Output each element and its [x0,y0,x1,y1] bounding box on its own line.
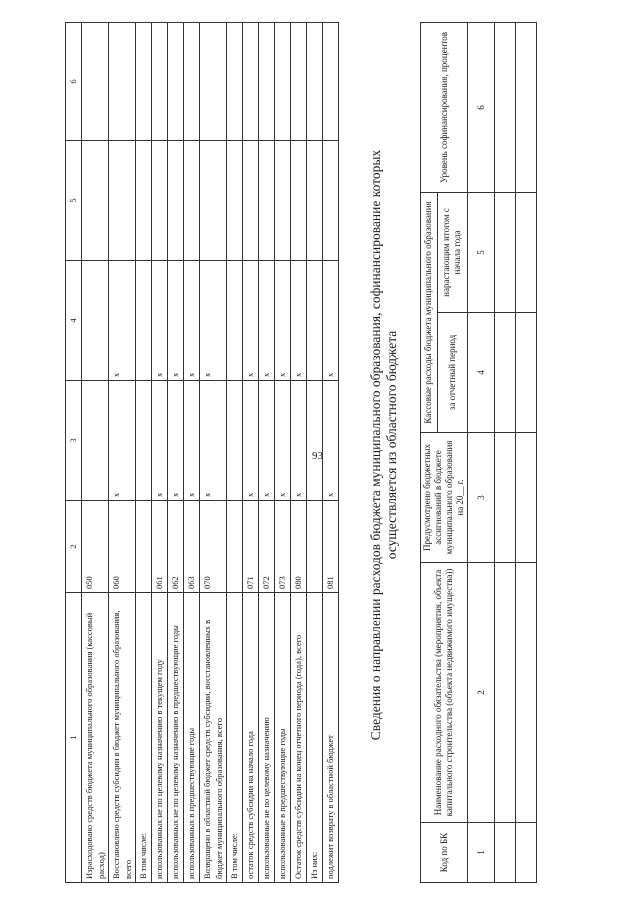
cell-col3: x [168,381,184,501]
cell-col6 [136,23,152,141]
header-planned-allocations: Предусмотрено бюджетных ассигнований в бюджете муниципального образования на 20__ г. [421,433,468,563]
row-label: использованных не по целевому назначению в предшествующие годы [168,593,184,883]
cell-col3: x [200,381,227,501]
cell-col5 [275,141,291,261]
column-number: 2 [66,501,82,593]
column-number: 3 [66,381,82,501]
cell-col6 [184,23,200,141]
cell-col3: x [184,381,200,501]
cell-col3: x [243,381,259,501]
table-row [184,23,200,883]
cell-col3: x [275,381,291,501]
header-kbk: Код по БК [421,823,468,883]
cell-col6 [109,23,136,141]
row-label: Из них: [307,593,323,883]
cell-col5 [136,141,152,261]
row-label: подлежит возврату в областной бюджет [323,593,339,883]
cell-col3: x [291,381,307,501]
cell-col4 [82,261,109,381]
column-number: 4 [66,261,82,381]
cell-col4: x [200,261,227,381]
cell-col6 [323,23,339,141]
column-number: 5 [468,192,495,312]
cell-col5 [82,141,109,261]
row-code: 062 [168,501,184,593]
row-code: 061 [152,501,168,593]
cell-col5 [291,141,307,261]
row-code: 050 [82,501,109,593]
row-code: 073 [275,501,291,593]
cell-col4: x [275,261,291,381]
row-code: 060 [109,501,136,593]
row-code [227,501,243,593]
table-row [275,23,291,883]
cell-col4: x [323,261,339,381]
heading-line-1: Сведения о направлении расходов бюджета муниципального образования, софинансирование которых [368,149,383,741]
cell-col5 [168,141,184,261]
header-expense-name: Наименование расходного обязательства (мероприятия, объекта капитального строительства (объекта недвижимого имущества)) [421,563,468,823]
cell-col3: x [323,381,339,501]
row-code: 063 [184,501,200,593]
row-label: использованных не по целевому назначению в текущем году [152,593,168,883]
row-label: использованные в предшествующие годы [275,593,291,883]
cell-col5 [109,141,136,261]
header-cofinancing-level: Уровень софинансирования, процентов [421,22,468,192]
table-row [227,23,243,883]
header-reporting-period: за отчетный период [437,313,467,433]
section-heading [368,45,400,845]
cell-col5 [323,141,339,261]
row-code: 072 [259,501,275,593]
cell-col6 [243,23,259,141]
row-label: В том числе: [136,593,152,883]
cell-col5 [243,141,259,261]
cell-col6 [259,23,275,141]
table-row [168,23,184,883]
column-number: 2 [468,563,495,823]
cell-col6 [200,23,227,141]
empty-data-row [516,22,537,882]
row-label: Возвращено в областной бюджет средств субсидии, восстановленных в бюджет муниципального образования, всего [200,593,227,883]
cell-col5 [152,141,168,261]
subsidy-balance-rows [82,23,339,883]
cell-col6 [307,23,323,141]
cell-col6 [152,23,168,141]
row-label: остаток средств субсидии на начало года [243,593,259,883]
row-code: 071 [243,501,259,593]
column-number-row [468,22,495,882]
header-cash-expenses: Кассовые расходы бюджета муниципального образования [421,192,438,432]
table-row [323,23,339,883]
cell-col4: x [168,261,184,381]
cell-col6 [291,23,307,141]
cell-col5 [184,141,200,261]
cell-col5 [200,141,227,261]
table-row [200,23,227,883]
column-number: 5 [66,141,82,261]
cell-col4 [136,261,152,381]
cell-col6 [168,23,184,141]
table-row [152,23,168,883]
row-label: Израсходовано средств бюджета муниципального образования (кассовый расход) [82,593,109,883]
table-row [109,23,136,883]
row-label: Остаток средств субсидии на конец отчетного периода (года), всего [291,593,307,883]
column-number: 3 [468,433,495,563]
cell-col3: x [259,381,275,501]
cell-col6 [82,23,109,141]
row-code: 070 [200,501,227,593]
subsidy-balance-table [65,22,339,883]
table-row [307,23,323,883]
column-number: 6 [66,23,82,141]
cell-col5 [227,141,243,261]
table-row [136,23,152,883]
cell-col6 [227,23,243,141]
header-row [421,22,438,882]
empty-data-row [495,22,516,882]
cell-col3: x [152,381,168,501]
column-number-row [66,23,82,883]
cell-col3 [82,381,109,501]
row-label: В том числе: [227,593,243,883]
column-number: 1 [468,823,495,883]
cell-col4: x [109,261,136,381]
row-code [136,501,152,593]
cell-col4 [227,261,243,381]
table-row [82,23,109,883]
table-row [243,23,259,883]
cell-col3: x [109,381,136,501]
cell-col3 [136,381,152,501]
column-number: 1 [66,593,82,883]
row-code: 081 [323,501,339,593]
table-row [259,23,275,883]
cell-col4 [307,261,323,381]
row-label: Восстановлено средств субсидии в бюджет муниципального образования, всего [109,593,136,883]
row-label: использованных в предшествующие годы [184,593,200,883]
cell-col4: x [243,261,259,381]
cell-col5 [259,141,275,261]
cell-col4: x [291,261,307,381]
cell-col3 [307,381,323,501]
page-number: 93 [312,450,323,462]
column-number: 6 [468,22,495,192]
row-code: 080 [291,501,307,593]
table-row [291,23,307,883]
cell-col5 [307,141,323,261]
cell-col3 [227,381,243,501]
header-cumulative: нарастающим итогом с начала года [437,192,467,312]
cell-col6 [275,23,291,141]
cofinancing-table [420,22,537,883]
row-code [307,501,323,593]
heading-line-2: осуществляется из областного бюджета [384,330,399,560]
row-label: использованные не по целевому назначению [259,593,275,883]
cell-col4: x [152,261,168,381]
column-number: 4 [468,313,495,433]
cell-col4: x [259,261,275,381]
cell-col4: x [184,261,200,381]
